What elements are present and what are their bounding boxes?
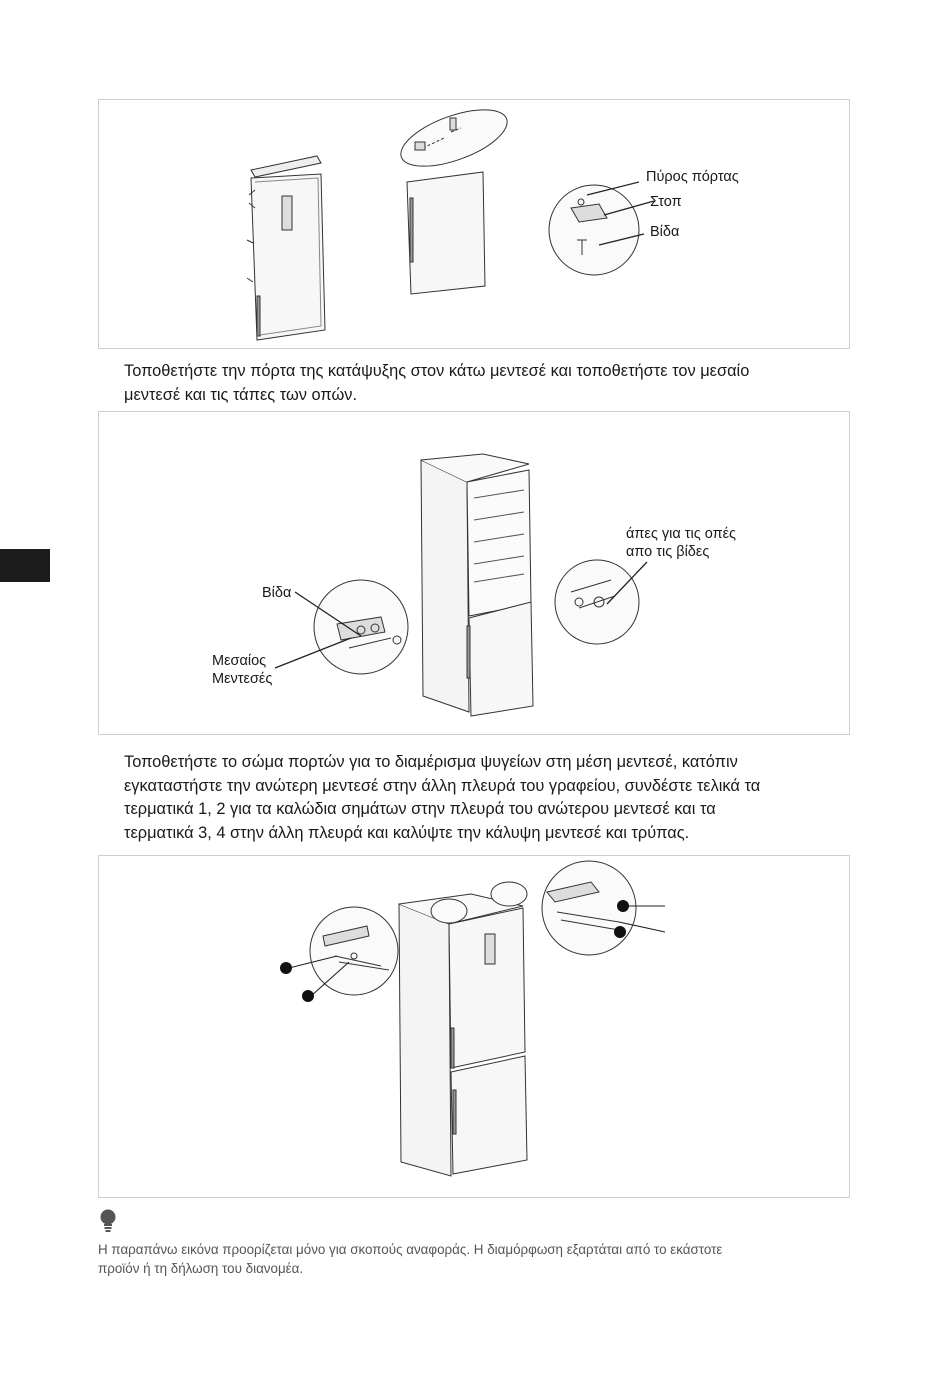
label-middle-hinge-line-1: Μεσαίος [212,653,267,669]
figure-door-hinge-parts [98,99,850,349]
label-door-pin: Πύρος πόρτας [646,169,739,185]
fridge-body [421,460,469,712]
instruction-2-line-4: τερματικά 3, 4 στην άλλη πλευρά και καλύψτε την κάλυψη μεντεσέ και τρύπας. [124,823,690,842]
instruction-2-line-1: Τοποθετήστε το σώμα πορτών για το διαμέρισμα ψυγείων στη μέση μεντεσέ, κατόπιν [124,753,738,771]
instruction-step-1 [124,360,859,407]
label-middle-hinge-line-2: Μεντεσές [212,671,273,687]
label-stop: Στοπ [650,194,682,210]
reference-note [98,1240,858,1278]
instruction-2-line-2: εγκαταστήστε την ανώτερη μεντεσέ στην άλλη πλευρά του γραφείου, συνδέστε τελικά τα [124,776,761,795]
fridge-upper-door [449,908,525,1068]
instruction-1-line-2: μεντεσέ και τις τάπες των οπών. [124,385,358,404]
left-hinge-wiring-inset [310,907,398,995]
hinge-detail-inset [549,185,639,275]
instruction-2-line-3: τερματικά 1, 2 για τα καλώδια σημάτων στην πλευρά του ανώτερου μεντεσέ και τα [124,800,716,818]
label-hole-caps [626,525,736,561]
terminal-marker [302,990,314,1002]
label-screw: Βίδα [650,224,680,240]
lightbulb-icon [99,1209,117,1233]
instruction-1-line-1: Τοποθετήστε την πόρτα της κατάψυξης στον κάτω μεντεσέ και τοποθετήστε τον μεσαίο [124,362,750,380]
chapter-side-tab [0,549,50,582]
label-screw: Βίδα [262,585,292,601]
note-line-1: Η παραπάνω εικόνα προορίζεται μόνο για σκοπούς αναφοράς. Η διαμόρφωση εξαρτάται από το εκάστοτε [98,1242,723,1257]
label-hole-caps-line-2: απο τις βίδες [626,544,710,560]
upper-hinge-illustration [99,856,851,1199]
label-middle-hinge [212,652,272,688]
instruction-step-2 [124,751,859,845]
terminal-marker [280,962,292,974]
terminal-marker [617,900,629,912]
freezer-door [451,1056,527,1174]
hinge-pin-inset [394,100,514,178]
fridge-door [407,172,485,294]
label-hole-caps-line-1: άπες για τις οπές [626,526,737,542]
terminal-marker [614,926,626,938]
freezer-door [469,602,533,716]
figure-middle-hinge [98,411,850,735]
door-top-strip [251,156,321,177]
note-line-2: προϊόν ή τη δήλωση του διανομέα. [98,1261,304,1276]
fridge-body [399,904,451,1176]
door-parts-illustration [99,100,851,350]
figure-upper-hinge-wiring [98,855,850,1198]
